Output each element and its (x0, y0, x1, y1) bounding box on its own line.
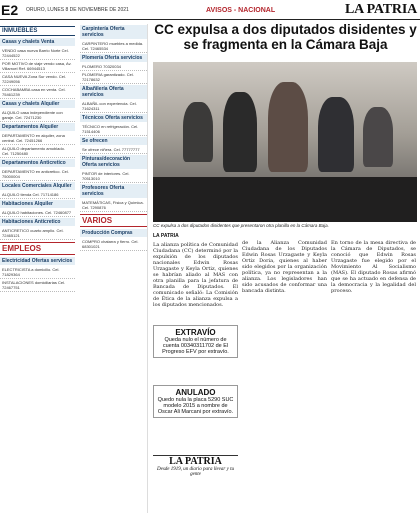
page-header (0, 0, 420, 20)
classified-category: Se ofrecen (80, 137, 147, 145)
extravio-box (153, 325, 238, 358)
article-col-a: La alianza política de Comunidad Ciudadana (CC) determinó por la expulsión de los diputados nacionales Edwin Rosas Urzagaste y Keyla Ortiz, quienes se habrían aliado al MAS con otra planilla para la jefatura de Bancada de Diputados. El comunicado señaló: La Comisión de Ética de la alianza expulsa a los diputados mencionados. (153, 242, 238, 308)
article-col-b: de la Alianza Comunidad Ciudadana de los Diputados Edwin Rosas Urzagaste y Keyla Ortiz Doria, quienes al haber sido elegidos por la organización política, ya no representan a la alianza. Los legisladores han sido acusados de conformar una bancada distinta. (242, 240, 327, 294)
classified-category: Carpintería Oferta servicios (80, 25, 147, 39)
classified-ad: ALQUILO habitaciones. Cel. 72460877 (0, 209, 75, 217)
classified-ad: MATEMÁTICAS, Física y Química. Cel. 7290876 (80, 199, 147, 212)
classified-ad: VENDO casa nueva Barrio Norte Cel. 72444522 (0, 47, 75, 60)
classified-ad: CASA NUEVA Zona Sur vendo. Cel. 72249056 (0, 73, 75, 86)
classified-ad: DEPARTAMENTO en alquiler, zona central. Cel. 72451266 (0, 132, 75, 145)
classified-ad: ALQUILO departamento amoblado. Cel. 71250480 (0, 145, 75, 158)
classified-ad: DEPARTAMENTO en anticretico. Cel. 75000004 (0, 168, 75, 181)
classified-category: Profesores Oferta servicios (80, 184, 147, 198)
section-empleos: EMPLEOS (0, 242, 75, 255)
anulado-box (153, 385, 238, 418)
classified-category: Casas y chalets Venta (0, 38, 75, 46)
promo-tagline: Desde 1919, un diario para llevar y tu gente (157, 467, 234, 477)
classified-category: Electricidad Ofertas servicios (0, 257, 75, 265)
classified-ad: TÉCNICO en refrigeración. Cel. 71514406 (80, 123, 147, 136)
classified-category: Plomería Oferta servicios (80, 54, 147, 62)
photo-caption: CC expulsa a dos diputados disidentes que presentaron otra planilla en la Cámara Baja. (153, 223, 329, 228)
classified-ad: PLOMERIA garantizado. Cel. 72178632 (80, 71, 147, 84)
promo-logo: LA PATRIA (169, 456, 222, 467)
classified-category: Producción Compras (80, 229, 147, 237)
classified-category: Pinturas/decoración Oferta servicios (80, 155, 147, 169)
article-byline: LA PATRIA (153, 233, 179, 239)
classified-ad: CARPINTERO muebles a medida. Cel. 72465534 (80, 40, 147, 53)
classified-ad: ALBAÑIL con experiencia. Cel. 71624311 (80, 100, 147, 113)
section-inmuebles: INMUEBLES (0, 26, 75, 36)
classified-ad: Se ofrece niñera. Cel. 77777777 (80, 146, 147, 154)
classified-ad: INSTALACIONES domiciliarias Cel. 72467751 (0, 279, 75, 292)
classified-category: Casas y chalets Alquiler (0, 100, 75, 108)
section-name: AVISOS - NACIONAL (206, 7, 276, 14)
classified-ad: PLOMERO 70320034 (80, 63, 147, 71)
anulado-title: ANULADO (175, 388, 216, 397)
classified-category: Habitaciones Alquiler (0, 200, 75, 208)
classified-ad: ANTICRETICO cuarto amplio. Cel. 72465121 (0, 227, 75, 240)
article-col-c: En torno de la mesa directiva de la Cámara de Diputados, se conoció que Edwin Rosas Urzagaste fue elegido por el Movimiento Al Socialismo (MAS). El diputado Rosas afirmó que se ha actuado en defensa de la democracia y la legalidad del proceso. (331, 240, 416, 294)
article-headline: CC expulsa a dos diputados disidentes y se fragmenta en la Cámara Baja (154, 22, 417, 52)
extravio-title: EXTRAVÍO (175, 328, 216, 337)
classifieds-column-1 (0, 24, 75, 513)
classified-category: Técnicos Oferta servicios (80, 114, 147, 122)
extravio-text: Queda nulo el número de cuenta 00340311702 de El Progreso EFV por extravío. (162, 337, 229, 355)
classified-ad: COMPRO chatarra y fierro. Cel. 68301021 (80, 238, 147, 251)
article-photo (153, 62, 417, 222)
classified-ad: ALQUILO casa independiente con garaje. Cel. 72471230 (0, 109, 75, 122)
classified-category: Albañilería Oferta servicios (80, 85, 147, 99)
section-varios: VARIOS (80, 214, 147, 227)
classified-ad: COCHABAMBA casa en venta. Cel. 75461239 (0, 86, 75, 99)
classified-category: Departamentos Anticretico (0, 159, 75, 167)
masthead: LA PATRIA (345, 2, 417, 17)
classified-category: Habitaciones Anticretico (0, 218, 75, 226)
classified-ad: POR MOTIVO de viaje vendo casa, Av. Villarroel Ref. 66944513 (0, 60, 75, 73)
page-date: ORURO, LUNES 8 DE NOVIEMBRE DE 2021 (26, 7, 129, 13)
classified-category: Locales Comerciales Alquiler (0, 182, 75, 190)
classified-category: Departamentos Alquiler (0, 123, 75, 131)
classified-ad: ALQUILO tienda Cel. 71714186 (0, 191, 75, 199)
classified-ad: ELECTRICISTA a domicilio. Cel. 71829364 (0, 266, 75, 279)
anulado-text: Quedo nula la placa 5290 SUC modelo 2015 a nombre de Oscar Ali Marcani por extravío. (157, 397, 234, 415)
classified-ad: PINTOR de interiores. Cel. 70513010 (80, 170, 147, 183)
page-number: E2 (1, 2, 19, 18)
promo-box (153, 455, 238, 477)
classifieds-column-2 (80, 24, 148, 513)
